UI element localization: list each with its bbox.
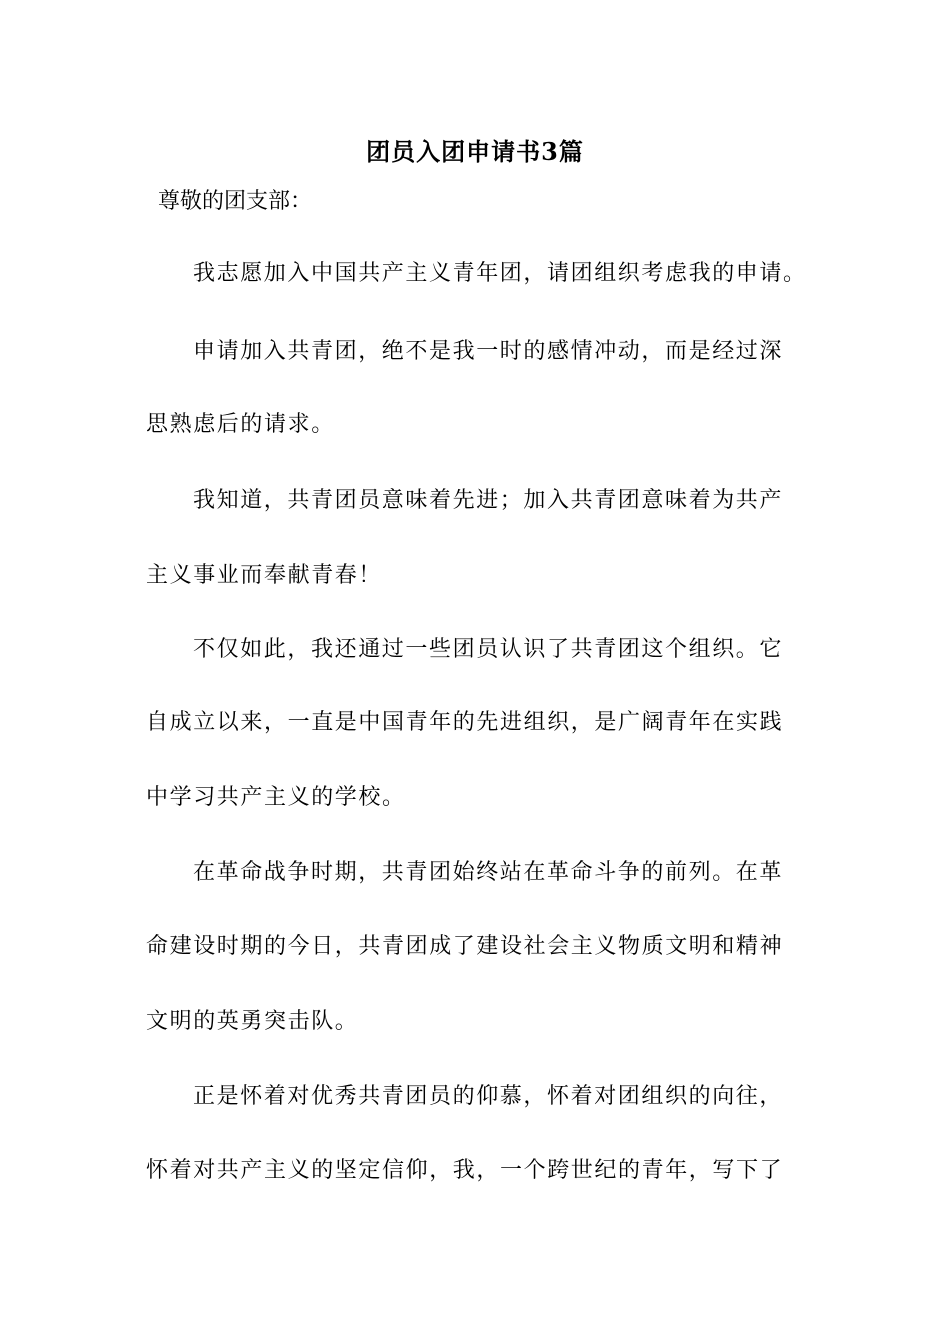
paragraph-line: 不仅如此，我还通过一些团员认识了共青团这个组织。它 (193, 637, 784, 662)
paragraph-line: 主义事业而奉献青春！ (146, 563, 383, 588)
paragraph-line: 怀着对共产主义的坚定信仰，我，一个跨世纪的青年，写下了 (146, 1158, 784, 1183)
salutation: 尊敬的团支部： (158, 189, 313, 214)
paragraph-line: 命建设时期的今日，共青团成了建设社会主义物质文明和精神 (146, 934, 784, 959)
paragraph-line: 思熟虑后的请求。 (146, 412, 335, 437)
paragraph-line: 中学习共产主义的学校。 (146, 785, 406, 810)
paragraph-line: 在革命战争时期，共青团始终站在革命斗争的前列。在革 (193, 860, 784, 885)
paragraph-line: 我志愿加入中国共产主义青年团，请团组织考虑我的申请。 (193, 261, 807, 286)
document-title: 团员入团申请书3篇 (366, 137, 584, 166)
paragraph-line: 申请加入共青团，绝不是我一时的感情冲动，而是经过深 (193, 339, 784, 364)
paragraph-line: 正是怀着对优秀共青团员的仰慕，怀着对团组织的向往， (193, 1084, 784, 1109)
paragraph-line: 我知道，共青团员意味着先进；加入共青团意味着为共产 (193, 488, 784, 513)
paragraph-line: 自成立以来，一直是中国青年的先进组织，是广阔青年在实践 (146, 710, 784, 735)
paragraph-line: 文明的英勇突击队。 (146, 1009, 359, 1034)
